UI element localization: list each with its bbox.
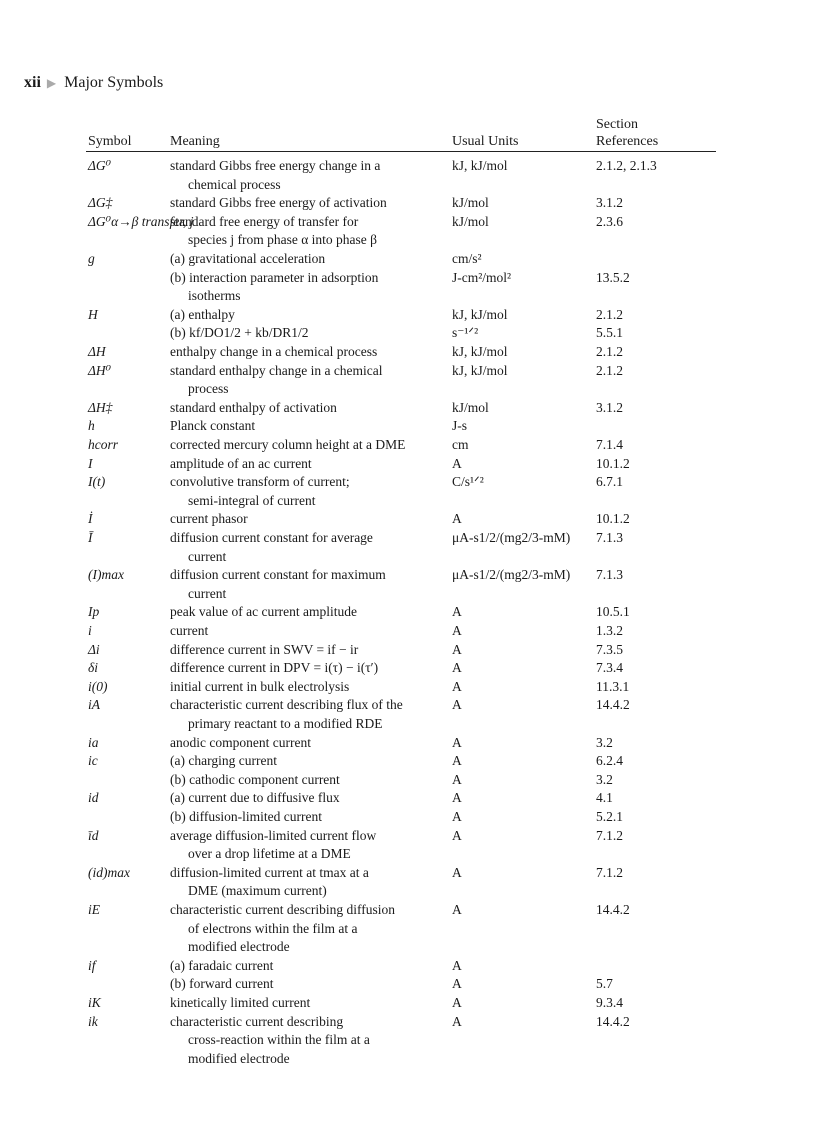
row-meaning-line1: (b) diffusion-limited current [170,809,322,824]
row-meaning-line1: (b) forward current [170,976,274,992]
row-meaning [170,975,450,994]
row-meaning-line1: initial current in bulk electrolysis [170,678,350,694]
row-units: kJ/mol [452,195,489,211]
row-meaning [170,213,450,250]
row-reference: 7.1.4 [596,437,623,452]
row-units: μA-s1/2/(mg2/3-mM) [452,530,571,545]
row-symbol: δi [88,660,99,676]
row-units: A [452,771,462,787]
row-meaning [170,641,450,660]
row-reference: 14.4.2 [596,697,630,713]
row-units: kJ, kJ/mol [452,158,508,173]
row-meaning-line1: corrected mercury column height at a DME [170,437,406,452]
row-meaning-line1: convolutive transform of current; [170,474,350,490]
row-meaning [170,343,450,362]
row-meaning [170,157,450,194]
row-units: A [452,809,462,824]
row-units: A [452,697,462,713]
row-meaning [170,324,450,343]
row-meaning [170,734,450,753]
row-meaning [170,529,450,566]
row-meaning-m2: primary reactant to a modified RDE [188,715,383,731]
row-meaning [170,1013,450,1069]
row-reference: 5.2.1 [596,809,623,824]
row-meaning-line1: standard enthalpy of activation [170,399,337,415]
row-meaning-line1: (a) faradaic current [170,957,274,973]
row-units: s⁻¹ᐟ² [452,325,479,341]
header-rule [86,151,716,152]
row-meaning-m2: chemical process [188,176,281,192]
row-meaning-line1: characteristic current describing diffusion [170,902,396,917]
page-title: Major Symbols [64,74,164,91]
row-meaning-m2: process [188,381,229,397]
row-reference: 3.2 [596,734,613,750]
row-reference: 9.3.4 [596,995,623,1010]
row-meaning-line1: Planck constant [170,418,256,434]
row-meaning-m2: current [188,585,227,601]
row-meaning-line1: standard Gibbs free energy of activation [170,195,387,211]
row-meaning [170,696,450,733]
row-meaning-line1: (b) cathodic component current [170,771,340,787]
row-symbol: h [88,418,95,434]
row-reference: 5.5.1 [596,325,623,341]
column-symbol: Symbol [88,134,132,149]
row-symbol: iE [88,902,100,917]
row-meaning [170,752,450,771]
row-units: kJ, kJ/mol [452,344,508,359]
row-units: A [452,734,462,750]
row-symbol: iA [88,697,100,713]
row-meaning-line1: kinetically limited current [170,995,311,1010]
row-meaning-line1: diffusion current constant for average [170,530,373,545]
row-symbol: id [88,790,99,806]
column-references [596,116,658,150]
row-meaning-line1: difference current in DPV = i(τ) − i(τ′) [170,660,379,676]
row-symbol: ΔG‡ [88,195,113,211]
row-meaning-line1: current phasor [170,511,248,527]
row-symbol: īd [88,827,99,843]
row-reference: 14.4.2 [596,902,630,917]
row-reference: 5.7 [596,976,613,992]
column-meaning: Meaning [170,134,220,149]
row-reference: 7.1.3 [596,567,623,583]
row-meaning [170,789,450,808]
row-meaning [170,678,450,697]
row-meaning [170,250,450,269]
row-reference: 7.1.2 [596,864,623,880]
row-units: A [452,660,462,676]
row-meaning-line1: average diffusion-limited current flow [170,827,377,843]
column-references-line2: References [596,134,659,149]
row-meaning-m2: cross-reaction within the film at a [188,1032,370,1048]
row-reference: 2.3.6 [596,213,623,229]
row-reference: 4.1 [596,790,613,806]
row-symbol: g [88,251,95,266]
row-meaning [170,901,450,957]
row-meaning-line1: enthalpy change in a chemical process [170,344,378,359]
row-symbol: (I)max [88,567,124,583]
row-symbol: iK [88,995,101,1010]
row-meaning-line1: anodic component current [170,734,311,750]
row-reference: 2.1.2 [596,306,623,322]
row-meaning [170,957,450,976]
row-units: kJ, kJ/mol [452,306,508,322]
row-meaning-line1: standard enthalpy change in a chemical [170,362,383,378]
row-units: A [452,511,462,527]
row-meaning-line1: characteristic current describing [170,1013,344,1029]
row-meaning-line1: diffusion current constant for maximum [170,567,386,583]
row-reference: 7.3.5 [596,641,623,657]
row-meaning-m2: over a drop lifetime at a DME [188,846,351,862]
column-headers [0,110,816,150]
row-meaning [170,269,450,306]
row-units: A [452,678,462,694]
row-reference: 3.1.2 [596,399,623,415]
row-meaning-line1: diffusion-limited current at tmax at a [170,864,369,880]
row-reference: 14.4.2 [596,1013,630,1029]
row-meaning [170,362,450,399]
row-symbol: I [88,455,93,471]
row-meaning-line1: characteristic current describing flux of the [170,697,403,713]
row-meaning-m3: modified electrode [188,1050,290,1066]
row-units: cm [452,437,469,452]
row-reference: 2.1.2, 2.1.3 [596,158,657,173]
row-symbol: if [88,957,96,973]
row-meaning [170,417,450,436]
row-reference: 13.5.2 [596,269,630,285]
row-symbol: Ip [88,604,100,620]
row-meaning [170,306,450,325]
row-units: C/s¹ᐟ² [452,474,484,490]
row-symbol: ΔG⁰ [88,158,112,173]
column-references-line1: Section [596,117,638,132]
row-meaning-m3: modified electrode [188,939,290,955]
row-units: A [452,753,462,769]
row-meaning-line1: (a) charging current [170,753,277,769]
row-symbol: İ [88,511,93,527]
row-meaning-line1: standard free energy of transfer for [170,213,359,229]
row-meaning [170,622,450,641]
header-arrow-icon: ▶ [46,76,57,90]
row-symbol: Δi [88,641,100,657]
row-reference: 10.1.2 [596,511,630,527]
row-reference: 3.1.2 [596,195,623,211]
row-reference: 2.1.2 [596,362,623,378]
row-meaning-line1: amplitude of an ac current [170,455,312,471]
row-meaning-line1: (b) interaction parameter in adsorption [170,269,379,285]
row-units: A [452,455,462,471]
row-reference: 6.2.4 [596,753,623,769]
row-meaning-m2: species j from phase α into phase β [188,232,378,248]
row-symbol: ia [88,734,99,750]
row-units: A [452,902,462,917]
row-units: A [452,1013,462,1029]
row-units: J-s [452,418,468,434]
row-meaning [170,827,450,864]
row-reference: 7.1.3 [596,530,623,545]
row-units: kJ/mol [452,399,489,415]
row-meaning-line1: (a) current due to diffusive flux [170,790,340,806]
row-units: A [452,604,462,620]
row-units: A [452,957,462,973]
row-symbol: i [88,623,92,638]
row-meaning [170,194,450,213]
row-units: A [452,864,462,880]
row-meaning [170,510,450,529]
row-symbol: I(t) [88,474,106,490]
row-meaning-line1: peak value of ac current amplitude [170,604,358,620]
row-meaning-line1: standard Gibbs free energy change in a [170,158,381,173]
row-reference: 10.5.1 [596,604,630,620]
row-meaning [170,994,450,1013]
row-reference: 7.1.2 [596,827,623,843]
row-units: A [452,790,462,806]
page-header [24,74,163,92]
row-meaning-m2: of electrons within the film at a [188,920,358,936]
row-reference: 2.1.2 [596,344,623,359]
row-meaning [170,603,450,622]
row-symbol: ΔH [88,344,106,359]
row-units: μA-s1/2/(mg2/3-mM) [452,567,571,583]
row-symbol: (id)max [88,864,130,880]
row-reference: 11.3.1 [596,678,630,694]
row-units: A [452,976,462,992]
row-meaning [170,566,450,603]
row-meaning [170,659,450,678]
row-units: kJ, kJ/mol [452,362,508,378]
row-symbol: ΔG⁰α→β transfer, j [88,213,194,229]
row-meaning-line1: (a) enthalpy [170,306,235,322]
row-units: A [452,827,462,843]
row-reference: 7.3.4 [596,660,623,676]
row-meaning-m2: DME (maximum current) [188,883,327,899]
row-meaning-line1: (b) kf/DO1/2 + kb/DR1/2 [170,325,309,341]
row-symbol: Ī [88,530,93,545]
row-units: kJ/mol [452,213,489,229]
row-units: A [452,623,462,638]
row-symbol: i(0) [88,678,108,694]
row-meaning [170,455,450,474]
row-meaning [170,864,450,901]
row-units: A [452,641,462,657]
row-symbol: hcorr [88,437,118,452]
row-reference: 3.2 [596,771,613,787]
page-number: xii [24,74,41,91]
row-units: A [452,995,462,1010]
column-units: Usual Units [452,134,519,149]
row-units: cm/s² [452,251,482,266]
row-units: J-cm²/mol² [452,269,512,285]
row-meaning-m2: isotherms [188,288,241,304]
row-meaning-m2: semi-integral of current [188,492,316,508]
row-meaning [170,771,450,790]
row-meaning-m2: current [188,548,227,564]
row-symbol: H [88,306,98,322]
row-meaning-line1: current [170,623,209,638]
row-meaning [170,808,450,827]
row-meaning [170,473,450,510]
row-meaning [170,399,450,418]
row-meaning [170,436,450,455]
row-reference: 10.1.2 [596,455,630,471]
row-symbol: ΔH‡ [88,399,113,415]
row-reference: 6.7.1 [596,474,623,490]
row-symbol: ic [88,753,98,769]
row-meaning-line1: (a) gravitational acceleration [170,251,326,266]
row-symbol: ΔH⁰ [88,362,112,378]
row-symbol: ik [88,1013,98,1029]
row-meaning-line1: difference current in SWV = if − ir [170,641,359,657]
row-reference: 1.3.2 [596,623,623,638]
